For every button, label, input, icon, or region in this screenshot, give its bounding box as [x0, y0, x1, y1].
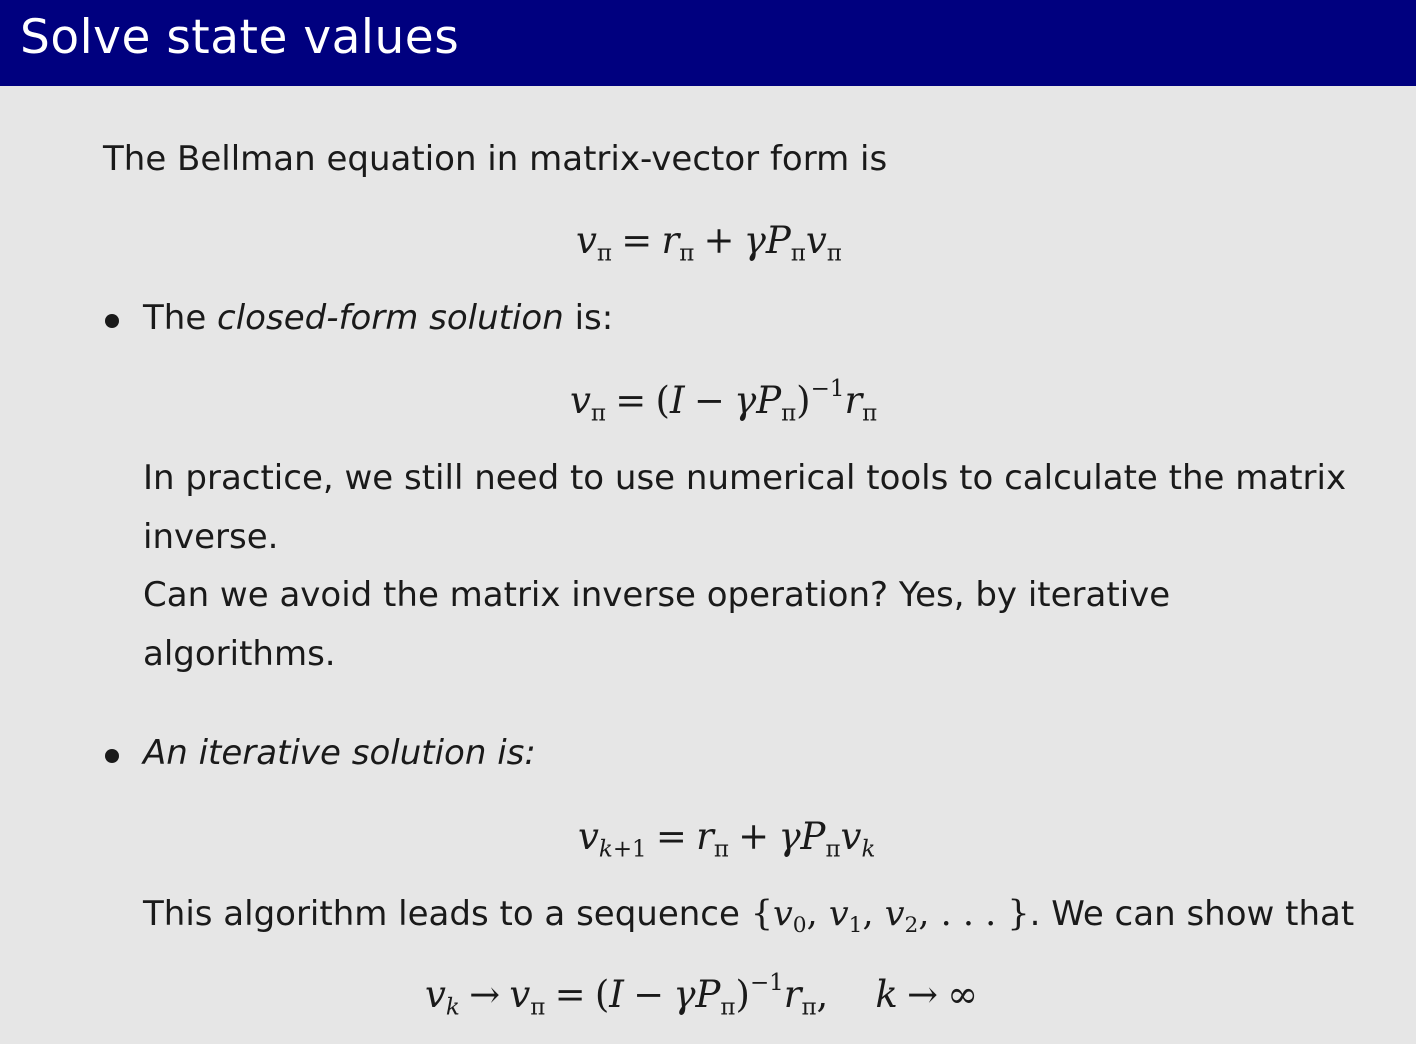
bullet-closed-form [143, 296, 613, 340]
bellman-equation: $v_\pi = r_\pi + \gamma P_\pi v_\pi$ [576, 219, 842, 267]
bullet-closed-form-emph: closed-form solution [217, 298, 564, 338]
avoid-line-2: algorithms. [143, 634, 336, 674]
closed-form-equation: $v_\pi = (I - \gamma P_\pi)^{-1}r_\pi$ [570, 375, 878, 427]
bullet-iterative: An iterative solution is: [143, 733, 536, 773]
bullet-marker [105, 749, 119, 763]
sequence-sentence [143, 892, 1354, 936]
intro-text: The Bellman equation in matrix-vector form is [103, 139, 888, 179]
practice-line-1: In practice, we still need to use numerical tools to calculate the matrix [143, 458, 1347, 498]
bullet-marker [105, 314, 119, 328]
bullet-closed-form-prefix: The [143, 298, 218, 338]
iterative-equation: $v_{k+1} = r_\pi + \gamma P_\pi v_k$ [578, 815, 876, 863]
slide-title: Solve state values [20, 10, 460, 65]
sequence-suffix: . We can show that [1029, 894, 1355, 934]
bullet-closed-form-suffix: is: [563, 298, 614, 338]
avoid-line-1: Can we avoid the matrix inverse operation? Yes, by iterative [143, 575, 1171, 615]
convergence-equation: $v_k \to v_\pi = (I - \gamma P_\pi)^{-1}r_\pi$, k → ∞ [425, 969, 979, 1021]
practice-line-2: inverse. [143, 517, 279, 557]
slide-title-bar [0, 0, 1416, 86]
sequence-math: {$v_0$, $v_1$, $v_2$, . . . } [750, 894, 1030, 938]
sequence-prefix: This algorithm leads to a sequence [143, 894, 751, 934]
